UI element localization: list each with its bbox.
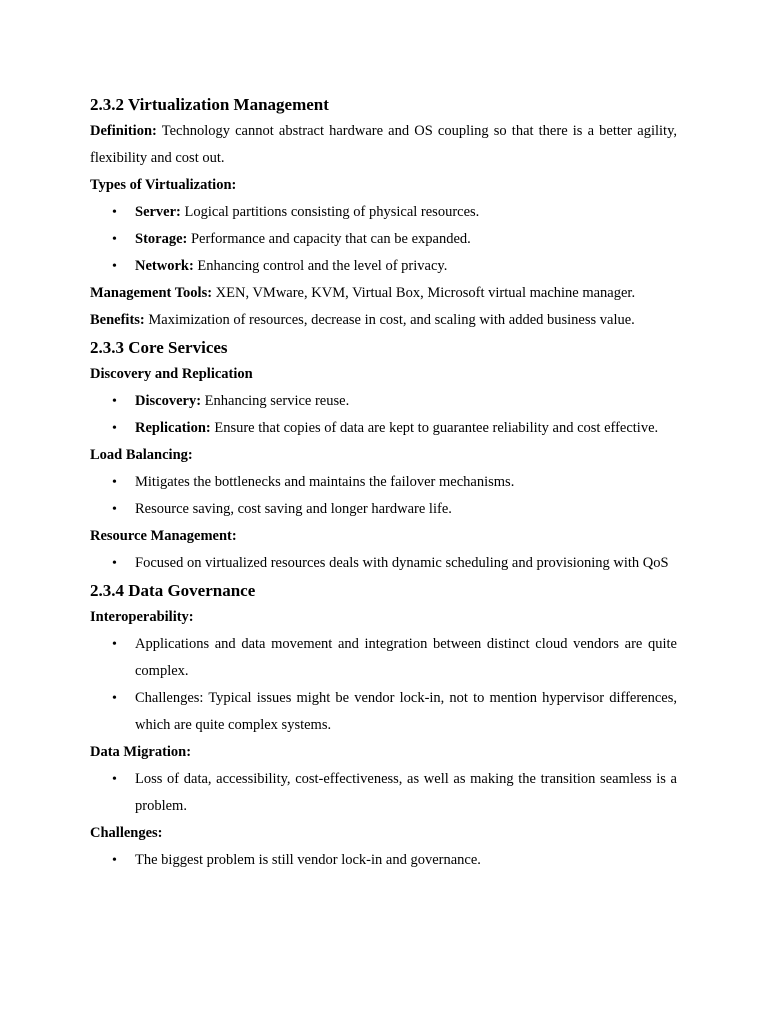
bullet-icon: • <box>112 394 117 409</box>
bullet-icon: • <box>112 232 117 247</box>
item-label: Discovery: <box>135 393 202 409</box>
list-item <box>90 226 677 253</box>
list-item <box>90 631 677 685</box>
benefits-label: Benefits: <box>90 312 145 328</box>
list-item <box>90 253 677 280</box>
item-label: Replication: <box>135 420 211 436</box>
benefits-paragraph <box>90 307 677 334</box>
bullet-icon: • <box>112 421 117 436</box>
list-item <box>90 469 677 496</box>
list-item <box>90 766 677 820</box>
resource-management-label: Resource Management: <box>90 528 237 544</box>
document-body <box>90 91 677 874</box>
item-text: Mitigates the bottlenecks and maintains the failover mechanisms. <box>135 474 515 490</box>
item-text: Performance and capacity that can be expanded. <box>190 231 471 247</box>
list-item <box>90 199 677 226</box>
item-text: Resource saving, cost saving and longer hardware life. <box>135 501 452 517</box>
item-text: Enhancing control and the level of privacy. <box>197 258 448 274</box>
list-item <box>90 847 677 874</box>
bullet-icon: • <box>112 853 117 868</box>
bullet-icon: • <box>112 772 117 787</box>
management-tools-paragraph <box>90 280 677 307</box>
discovery-replication-list <box>90 388 677 442</box>
bullet-icon: • <box>112 637 117 652</box>
bullet-icon: • <box>112 205 117 220</box>
bullet-icon: • <box>112 556 117 571</box>
item-label: Storage: <box>135 231 188 247</box>
list-item <box>90 550 677 577</box>
item-text: The biggest problem is still vendor lock-in and governance. <box>135 852 481 868</box>
item-text: Enhancing service reuse. <box>204 393 350 409</box>
challenges-label: Challenges: <box>90 825 163 841</box>
types-list <box>90 199 677 280</box>
item-label: Server: <box>135 204 181 220</box>
bullet-icon: • <box>112 259 117 274</box>
section-heading-2-3-2: 2.3.2 Virtualization Management <box>90 95 329 114</box>
item-text: Focused on virtualized resources deals with dynamic scheduling and provisioning with QoS <box>135 555 669 571</box>
definition-label: Definition: <box>90 123 157 139</box>
tools-text: XEN, VMware, KVM, Virtual Box, Microsoft virtual machine manager. <box>215 285 636 301</box>
definition-paragraph <box>90 118 677 172</box>
resource-management-list <box>90 550 677 577</box>
item-text: Logical partitions consisting of physical resources. <box>184 204 480 220</box>
item-text: Loss of data, accessibility, cost-effectiveness, as well as making the transition seamless is a problem. <box>135 771 677 814</box>
bullet-icon: • <box>112 502 117 517</box>
section-heading-2-3-3: 2.3.3 Core Services <box>90 338 228 357</box>
section-heading-2-3-4: 2.3.4 Data Governance <box>90 581 256 600</box>
types-label: Types of Virtualization: <box>90 177 237 193</box>
tools-label: Management Tools: <box>90 285 213 301</box>
interoperability-label: Interoperability: <box>90 609 194 625</box>
data-migration-label: Data Migration: <box>90 744 192 760</box>
load-balancing-list <box>90 469 677 523</box>
item-text: Applications and data movement and integration between distinct cloud vendors are quite complex. <box>135 636 677 679</box>
bullet-icon: • <box>112 691 117 706</box>
list-item <box>90 388 677 415</box>
interoperability-list <box>90 631 677 739</box>
list-item <box>90 685 677 739</box>
discovery-replication-label: Discovery and Replication <box>90 366 253 382</box>
item-text: Challenges: Typical issues might be vendor lock-in, not to mention hypervisor differences, which are quite complex systems. <box>135 690 677 733</box>
item-label: Network: <box>135 258 194 274</box>
challenges-list <box>90 847 677 874</box>
item-text: Ensure that copies of data are kept to guarantee reliability and cost effective. <box>214 420 659 436</box>
benefits-text: Maximization of resources, decrease in cost, and scaling with added business value. <box>148 312 635 328</box>
load-balancing-label: Load Balancing: <box>90 447 193 463</box>
bullet-icon: • <box>112 475 117 490</box>
list-item <box>90 496 677 523</box>
definition-text: Technology cannot abstract hardware and OS coupling so that there is a better agility, flexibility and cost out. <box>90 123 677 166</box>
list-item <box>90 415 677 442</box>
data-migration-list <box>90 766 677 820</box>
